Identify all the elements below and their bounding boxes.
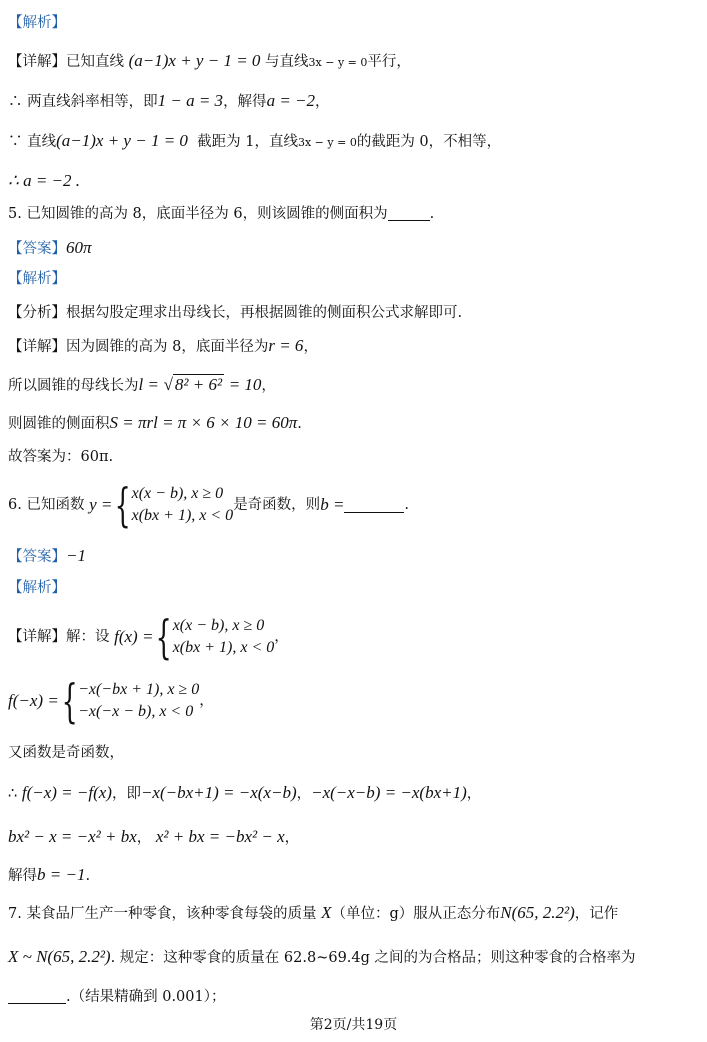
q6-solution: 解得b = −1. xyxy=(8,865,91,884)
q7-line-2: X ~ N(65, 2.2²). 规定：这种零食的质量在 62.8~69.4g 之间的为合格品；则这种零食的合格率为 xyxy=(8,947,636,966)
analysis-tag-q6: 【解析】 xyxy=(8,580,66,596)
q5-answer: 【答案】60π xyxy=(8,238,92,257)
analysis-tag-q4: 【解析】 xyxy=(8,15,66,31)
answer-blank[interactable] xyxy=(344,498,404,513)
q7-line-3: .（结果精确到 0.001）； xyxy=(8,986,699,1008)
q6-detail-f: 【详解】 解：设 f(x) = { x(x − b), x ≥ 0 x(bx + 1), x < 0 ， xyxy=(8,610,289,664)
q4-detail-line-1: 【详解】已知直线 (a−1)x + y − 1 = 0 与直线3x − y = 0平行， xyxy=(8,51,411,70)
answer-blank[interactable] xyxy=(8,989,66,1004)
q5-final: 故答案为：60π. xyxy=(8,449,114,465)
q6-stem: 6. 已知函数 y = { x(x − b), x ≥ 0 x(bx + 1), x < 0 是奇函数，则 b = . xyxy=(8,478,410,532)
q4-line-3: ∵ 直线(a−1)x + y − 1 = 0 截距为 1，直线3x − y = 0的截距为 0，不相等， xyxy=(8,131,502,150)
q5-stem: 5. 已知圆锥的高为 8，底面半径为 6，则该圆锥的侧面积为 . xyxy=(8,206,435,222)
q6-detail-g: f(−x) = { −x(−bx + 1), x ≥ 0 −x(−x − b), x < 0 ， xyxy=(8,674,214,728)
q6-odd: 又函数是奇函数， xyxy=(8,745,124,761)
q7-line-1: 7. 某食品厂生产一种零食，该种零食每袋的质量 X（单位：g）服从正态分布N(65, 2.2²)，记作 xyxy=(8,903,619,922)
q6-equations: bx² − x = −x² + bx， x² + bx = −bx² − x， xyxy=(8,827,300,846)
q4-conclusion: ∴ a = −2 . xyxy=(8,171,81,190)
q5-fenxi: 【分析】根据勾股定理求出母线长，再根据圆锥的侧面积公式求解即可. xyxy=(8,305,463,321)
answer-blank[interactable] xyxy=(388,206,430,221)
q6-therefore: ∴ f(−x) = −f(x)，即−x(−bx+1) = −x(x−b)，−x(−x−b) = −x(bx+1)， xyxy=(8,783,482,802)
q5-detail-1: 【详解】因为圆锥的高为 8，底面半径为r = 6， xyxy=(8,336,318,355)
q4-line-2: ∴ 两直线斜率相等，即1 − a = 3，解得a = −2， xyxy=(8,91,330,110)
q5-detail-3: 则圆锥的侧面积S = πrl = π × 6 × 10 = 60π. xyxy=(8,413,302,432)
page-footer: 第2页/共19页 xyxy=(309,1017,398,1033)
q5-detail-2: 所以圆锥的母线长为l = √ 8² + 6² = 10， xyxy=(8,375,276,394)
analysis-tag-q5: 【解析】 xyxy=(8,271,66,287)
q6-answer: 【答案】−1 xyxy=(8,546,86,565)
